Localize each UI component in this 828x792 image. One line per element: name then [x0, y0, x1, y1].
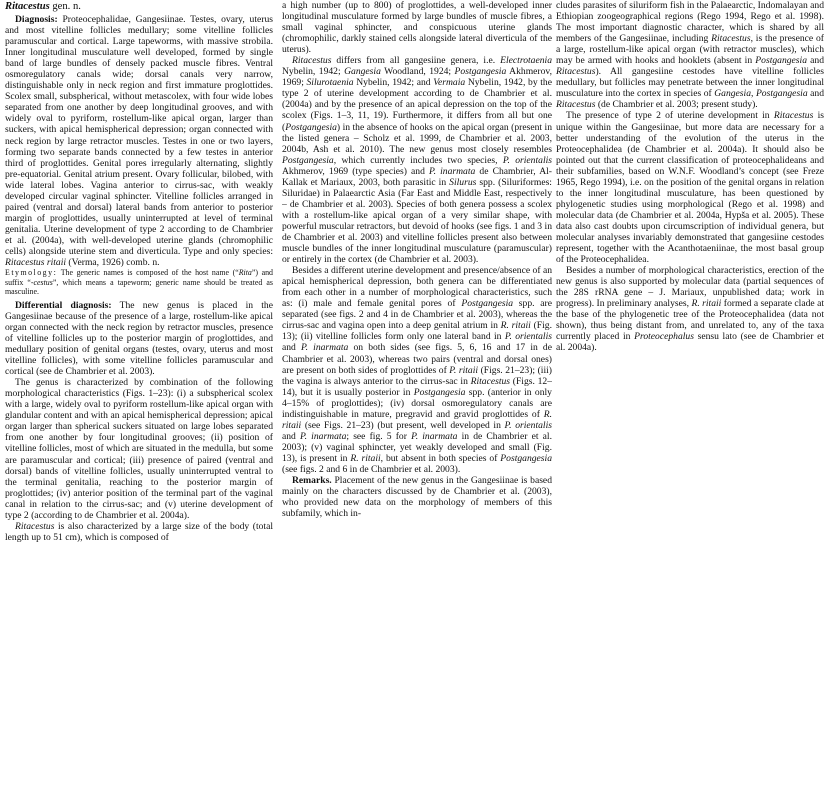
species-name: R. ritaii	[350, 452, 381, 464]
etymology-text: ”, which means a tapeworm; generic name should be treated as masculine.	[5, 277, 273, 297]
text: and	[807, 55, 824, 67]
text: , but absent in both species of	[380, 452, 501, 464]
text: (Fig. 13); (ii) vitelline follicles form only one lateral band in	[282, 320, 552, 343]
genus-name: Postgangesia	[500, 452, 552, 464]
remarks-text: Placement of the new genus in the Gangesiinae is based mainly on the characters discussed by de Chambrier et al. (2003), who provided new data on the morphology of members of this subfamily, which in-	[282, 475, 552, 520]
genus-name: Gangesia	[344, 66, 381, 78]
molecular-data-paragraph	[556, 265, 824, 353]
etymology-heading: Etymology:	[5, 268, 58, 278]
column-left	[5, 0, 273, 792]
characteristics-paragraph: The genus is characterized by combination of the following morphological characteristics (Figs. 1–23): (i) a subspherical scolex with a large, widely oval to pyriform rostellum-like apical organ with glandular content and with an apical hemispherical depression; apical organ larger than spherical suckers situated on large lobes separated from one another by four longitudinal grooves; (ii) position of vitelline follicles, most of which are situated in the medulla, but some are paramuscular and cortical; (iii) presence of paired (ventral and dorsal) bands of vitelline follicles, usually uninterrupted ventral to the terminal genitalia, reaching to the posterior margin of proglottides; (iv) anterior position of the terminal part of the vaginal canal in relation to the cirrus-sac; and (v) uterine development of type 2 (according to de Chambrier et al. 2004a).	[5, 377, 273, 521]
text: Akhmerov, 1969 (type species) and	[282, 165, 429, 177]
species-name: P. orientalis	[504, 419, 552, 431]
size-paragraph	[5, 521, 273, 543]
genus-name: Postgangesia	[755, 55, 807, 67]
genus-name: Ritacestus	[556, 99, 596, 111]
text: Besides a number of morphological characteristics, erection of the new genus is also supported by molecular data (partial sequences of the 28S rRNA gene – J. Mariaux, unpublished data; work in progress). In preliminary analyses,	[556, 265, 824, 310]
genus-name: Postgangesia	[282, 154, 334, 166]
genus-name: Ritacestus	[556, 66, 596, 78]
etymology-host: Rita	[238, 268, 252, 278]
genus-name: Ritacestus	[5, 1, 50, 12]
genus-name: Postgangesia	[461, 298, 514, 310]
genus-name: Gangesia	[714, 88, 752, 100]
uterine-development-paragraph	[556, 110, 824, 265]
text: spp. are separated (see figs. 2 and 4 in de Chambrier et al. 2003), whereas the cirrus-sac and vagina open into a deep genital atrium in	[282, 298, 552, 332]
text: sensu lato (see de Chambrier et al. 2004a).	[556, 331, 824, 354]
text: differs from all gangesiine genera, i.e.	[331, 55, 501, 67]
text: Akhmerov, 1969;	[282, 66, 552, 89]
genus-name: Postgangesia	[454, 66, 507, 78]
remarks-continuation-paragraph	[556, 0, 824, 110]
differential-diagnosis-text: The new genus is placed in the Gangesiinae because of the presence of a large, rostellum-like apical organ connected with the neck region by retractor muscles, presence of vitelline follicles up to the posterior margin of proglottides, and medullary position of genital organs (testes, ovary, uterus and most vitelline follicles), with some vitelline follicles paramuscular and cortical (see de Chambrier et al. 2003).	[5, 299, 273, 378]
text: in de Chambrier et al. 2003); (v) vaginal sphincter, yet weakly developed and small (Fig. 13), is present in	[282, 430, 552, 464]
etymology-paragraph	[5, 268, 273, 297]
text: Woodland, 1924;	[380, 66, 455, 78]
text: , is the presence of a large, rostellum-like apical organ (with retractor muscles), which may be armed with hooks and hooklets (absent in	[556, 33, 824, 67]
diagnosis-paragraph	[5, 14, 273, 268]
species-name: R. ritaii	[282, 408, 552, 431]
size-text: is also characterized by a large size of the body (total length up to 51 cm), which is composed of	[5, 520, 273, 543]
column-right	[556, 0, 824, 792]
species-name: P. orientalis	[504, 331, 552, 343]
remarks-paragraph	[282, 475, 552, 519]
text: ). All gangesiine cestodes have vitelline follicles medullary, but follicles may penetrate between the inner longitudinal musculature into the cortex in species of	[556, 66, 824, 100]
text: spp. (anterior in only 4–15% of proglottides); (iv) dorsal osmoregulatory canals are indistinguishable in mature, pregravid and gravid proglottides of	[282, 386, 552, 420]
species-name: P. inarmata	[411, 430, 458, 442]
type-species-name: Ritacestus ritaii	[5, 257, 67, 269]
diagnosis-text-end: (Verma, 1926) comb. n.	[66, 257, 160, 269]
genus-name: Ritacestus	[292, 55, 332, 67]
species-name: R. ritaii	[691, 298, 722, 310]
text: (see figs. 2 and 6 in de Chambrier et al. 2003).	[282, 463, 461, 475]
species-name: P. inarmata	[300, 430, 347, 442]
differences-paragraph	[282, 55, 552, 265]
text: is unique within the Gangesiinae, but more data are necessary for a better understanding of the evolution of the uterus in the Proteocephalidea (de Chambrier et al. 2004a). It should also be pointed out that the current classification of proteocephalideans and their subfamilies, based on W.N.F. Woodland’s concept (see Freze 1965, Rego 1994), i.e. on the position of the genital organs in relation to the inner longitudinal musculature, has been questioned by phylogenetic studies using morphological (Rego et al. 1998) and molecular data (de Chambrier et al. 2004a, Hypša et al. 2005). These data also cast doubts upon circumscription of individual genera, but molecular analyses invariably demonstrated that gangesiine cestodes represent, together with the Acanthotaeniinae, the most basal group of the Proteocephalidea.	[556, 110, 824, 266]
genus-name: Vermaia	[433, 77, 466, 89]
text: Nybelin, 1942;	[282, 66, 345, 78]
continuation-paragraph: a high number (up to 800) of proglottides, a well-developed inner longitudinal musculature formed by large bundles of muscle fibres, a small vaginal sphincter, and conspicuous uterine glands (chromophilic, darkly stained cells alongside lateral diverticula of the uterus).	[282, 0, 552, 56]
text: (Figs. 12–14), but it is usually posterior in	[282, 375, 552, 398]
text: Besides a different uterine development and presence/absence of an apical hemispherical depression, both genera can be differentiated from each other in a number of morphological characteristics, such as: (i) male and female genital pores of	[282, 265, 552, 310]
differential-diagnosis-heading: Differential diagnosis:	[15, 299, 112, 311]
text: and	[282, 342, 301, 354]
etymology-suffix: -cestus	[30, 277, 53, 287]
remarks-heading: Remarks.	[292, 475, 332, 487]
text: (de Chambrier et al. 2003; present study).	[595, 99, 758, 111]
text: (Figs. 21–23); (iii) the vagina is always anterior to the cirrus-sac in	[282, 364, 552, 387]
etymology-text: The generic names is composed of the host name (“	[57, 268, 239, 278]
text: and	[807, 88, 824, 100]
text: cludes parasites of siluriform fish in the Palaearctic, Indomalayan and Ethiopian zoogeographical regions (Rego 1994, Rego et al. 1998). The most important diagnostic character, which is shared by all members of the Gangesiinae, including	[556, 0, 824, 45]
genus-name: Ritacestus	[711, 33, 751, 45]
genus-name: Silurus	[449, 176, 477, 188]
genus-suffix: gen. n.	[49, 1, 81, 12]
species-name: P. inarmata	[429, 165, 476, 177]
text: de Chambrier, Al-Kallak et Mariaux, 2003, both parasitic in	[282, 165, 552, 188]
genus-name: Proteocephalus	[634, 331, 694, 343]
text: , which currently includes two species,	[333, 154, 503, 166]
genus-name: Electrotaenia	[500, 55, 552, 67]
species-name: R. ritaii	[500, 320, 531, 332]
genus-name: Ritacestus	[470, 375, 511, 387]
text: formed a separate clade at the base of the phylogenetic tree of the Proteocephalidea (data not shown), thus being distant from, and unrelated to, any of the taxa currently placed in	[556, 298, 824, 343]
text: on both sides (see figs. 5, 6, 16 and 17 in de Chambrier et al. 2003), whereas two pairs (ventral and dorsal ones) are present on both sides of proglottides of	[282, 342, 552, 376]
text: spp. (Siluriformes: Siluridae) in Palaearctic Asia (Far East and Middle East, respectively – de Chambrier et al. 2003). Species of both genera possess a scolex with a rostellum-like apical organ of a very similar shape, with powerful muscular retractors, but devoid of hooks (see figs. 1 and 3 in de Chambrier et al. 2003) and vitelline follicles present also between muscle bundles of the inner longitudinal musculature (paramuscular) or entirely in the cortex (de Chambrier et al. 2003).	[282, 176, 552, 266]
text: ; see fig. 5 for	[346, 430, 412, 442]
genus-name: Postgangesia	[755, 88, 808, 100]
genus-name: Ritacestus	[15, 520, 55, 532]
genus-name: Postgangesia	[285, 121, 337, 133]
diagnosis-text: Proteocephalidae, Gangesiinae. Testes, ovary, uterus and most vitelline follicles medullary; some vitelline follicles paramuscular and cortical. Large tapeworms, with massive strobila. Inner longitudinal musculature well developed, formed by single band of large bundles of densely packed muscle fibres. Ventral osmoregulatory canals wide; dorsal canals very narrow, distinguishable only in neck region and first immature proglottides. Scolex small, subspherical, without metascolex, with four wide lobes separated from one another by deep longitudinal grooves, and with widely oval to pyriform, rostellum-like apical organ, larger than suckers, with apical hemispherical depression; organ connected with neck region by large retractor muscles. Testes in one or two layers, forming two separate bands connected by a few testes in anterior third of proglottides. Genital pores irregularly alternating, slightly pre-equatorial. Genital atrium present. Ovary follicular, bilobed, with wide lateral lobes. Vagina anterior to cirrus-sac, with weakly developed circular vaginal sphincter. Vitelline follicles arranged in paired (ventral and dorsal) lateral bands from anterior to posterior margin of proglottides, usually uninterrupted at level of terminal genitalia. Uterine development of type 2 according to de Chambrier et al. (2004a), with well-developed uterine glands (chromophilic cells) alongside uterine stem and diverticula. Type and only species:	[5, 14, 273, 257]
genus-name: Ritacestus	[773, 110, 814, 122]
etymology-text: ”) and suffix “	[5, 268, 273, 287]
text: ) in the absence of hooks on the apical organ (present in the listed genera – Scholz et al. 1999, de Chambrier et al. 2003, 2004b, Ash et al. 2010). The new genus most closely resembles	[282, 121, 552, 155]
column-middle	[282, 0, 552, 792]
species-name: P. inarmata	[301, 342, 349, 354]
comparison-paragraph	[282, 265, 552, 475]
text: The presence of type 2 of uterine development in	[566, 110, 774, 122]
text: and	[282, 430, 301, 442]
species-name: P. orientalis	[502, 154, 552, 166]
genus-name: Postgangesia	[413, 386, 466, 398]
differential-diagnosis-paragraph	[5, 300, 273, 377]
genus-name: Silurotaenia	[306, 77, 354, 89]
text: ,	[751, 88, 756, 100]
genus-heading	[5, 0, 273, 13]
diagnosis-heading: Diagnosis:	[15, 14, 58, 25]
text: Nybelin, 1942; and	[353, 77, 434, 89]
text: Nybelin, 1942, by the type 2 of uterine development according to de Chambrier et al. (2004a) and by the presence of an apical depression on the top of the scolex (Figs. 1–3, 11, 19). Furthermore, it differs from all but one (	[282, 77, 552, 133]
text: (see Figs. 21–23) (but present, well developed in	[301, 419, 505, 431]
species-name: P. ritaii	[449, 364, 479, 376]
